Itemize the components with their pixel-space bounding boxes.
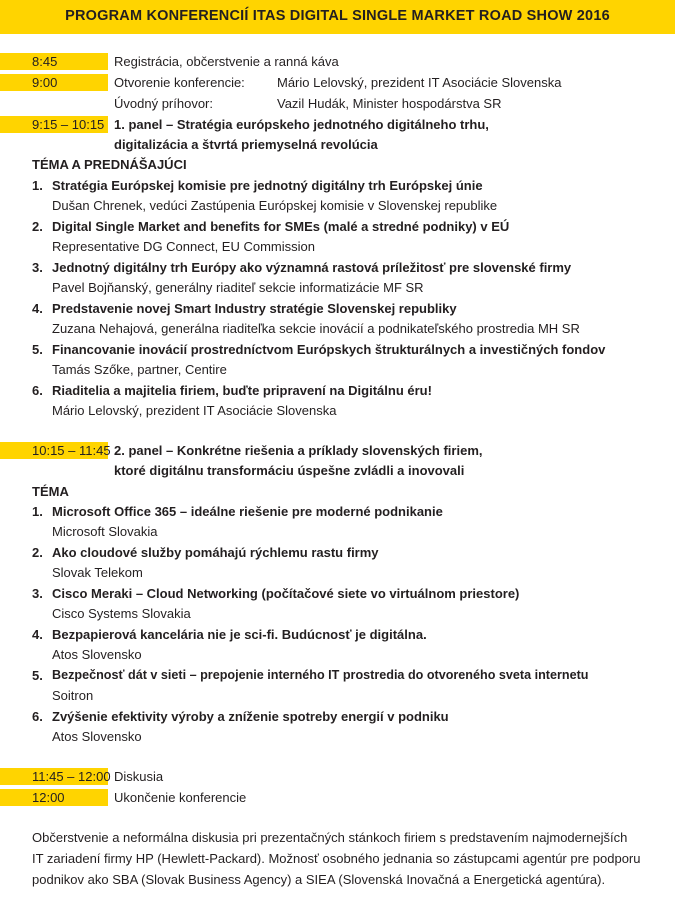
topic-speaker: Representative DG Connect, EU Commission xyxy=(52,239,315,254)
topic-speaker: Slovak Telekom xyxy=(52,565,143,580)
topic-title: Bezpečnosť dát v sieti – prepojenie interného IT prostredia do otvoreného sveta internetu xyxy=(52,668,589,682)
page-title: PROGRAM KONFERENCIÍ ITAS DIGITAL SINGLE MARKET ROAD SHOW 2016 xyxy=(65,8,610,24)
topic-speaker: Pavel Bojňanský, generálny riaditeľ sekcie informatizácie MF SR xyxy=(52,280,424,295)
schedule-time: 10:15 – 11:45 xyxy=(32,443,111,458)
item-number: 5. xyxy=(32,342,43,357)
opening-label: Otvorenie konferencie: xyxy=(114,75,245,90)
topic-title: Jednotný digitálny trh Európy ako významná rastová príležitosť pre slovenské firmy xyxy=(52,260,572,275)
topic-speaker: Zuzana Nehajová, generálna riaditeľka sekcie inovácií a podnikateľského prostredia MH SR xyxy=(52,321,580,336)
topic-speaker: Dušan Chrenek, vedúci Zastúpenia Európskej komisie v Slovenskej republike xyxy=(52,198,498,213)
welcome-label: Úvodný príhovor: xyxy=(114,96,213,111)
schedule-time: 11:45 – 12:00 xyxy=(32,769,111,784)
panel2-heading: TÉMA xyxy=(32,484,69,499)
topic-speaker: Soitron xyxy=(52,688,94,703)
item-number: 3. xyxy=(32,586,43,601)
item-number: 2. xyxy=(32,219,43,234)
panel2-title: 2. panel – Konkrétne riešenia a príklady slovenských firiem, xyxy=(114,443,483,458)
topic-title: Riaditelia a majitelia firiem, buďte pripravení na Digitálnu éru! xyxy=(52,383,432,398)
topic-title: Financovanie inovácií prostredníctvom Európskych štrukturálnych a investičných fondov xyxy=(52,342,606,357)
panel1-title-cont: digitalizácia a štvrtá priemyselná revolúcia xyxy=(114,137,378,152)
topic-title: Predstavenie novej Smart Industry stratégie Slovenskej republiky xyxy=(52,301,457,316)
item-number: 1. xyxy=(32,504,43,519)
schedule-item: Diskusia xyxy=(114,769,164,784)
item-number: 5. xyxy=(32,668,43,683)
item-number: 6. xyxy=(32,709,43,724)
panel1-title: 1. panel – Stratégia európskeho jednotného digitálneho trhu, xyxy=(114,117,489,132)
topic-title: Microsoft Office 365 – ideálne riešenie pre moderné podnikanie xyxy=(52,504,443,519)
schedule-time: 8:45 xyxy=(32,54,58,69)
schedule-time: 9:00 xyxy=(32,75,58,90)
item-number: 4. xyxy=(32,627,43,642)
schedule-time: 12:00 xyxy=(32,790,65,805)
item-number: 2. xyxy=(32,545,43,560)
panel2-title-cont: ktoré digitálnu transformáciu úspešne zvládli a inovovali xyxy=(114,463,465,478)
schedule-time: 9:15 – 10:15 xyxy=(32,117,105,132)
topic-title: Stratégia Európskej komisie pre jednotný digitálny trh Európskej únie xyxy=(52,178,483,193)
topic-speaker: Cisco Systems Slovakia xyxy=(52,606,191,621)
item-number: 4. xyxy=(32,301,43,316)
panel1-heading: TÉMA A PREDNÁŠAJÚCI xyxy=(32,157,187,172)
topic-speaker: Tamás Szőke, partner, Centire xyxy=(52,362,227,377)
opening-speaker: Mário Lelovský, prezident IT Asociácie Slovenska xyxy=(277,75,562,90)
topic-speaker: Mário Lelovský, prezident IT Asociácie Slovenska xyxy=(52,403,337,418)
topic-title: Zvýšenie efektivity výroby a zníženie spotreby energií v podniku xyxy=(52,709,449,724)
topic-title: Digital Single Market and benefits for SMEs (malé a stredné podniky) v EÚ xyxy=(52,219,510,234)
topic-title: Cisco Meraki – Cloud Networking (počítačové siete vo virtuálnom priestore) xyxy=(52,586,520,601)
topic-speaker: Atos Slovensko xyxy=(52,647,142,662)
item-number: 1. xyxy=(32,178,43,193)
footer-note: Občerstvenie a neformálna diskusia pri prezentačných stánkoch firiem s predstavením najmodernejších IT zariadení firmy HP (Hewlett-Packard). Možnosť osobného jednania so zástupcami agentúr pre podporu podnikov ako SBA (Slovak Business Agency) a SIEA (Slovenská Inovačná a Energetická agentúra). xyxy=(32,830,641,887)
welcome-speaker: Vazil Hudák, Minister hospodárstva SR xyxy=(277,96,502,111)
title-banner xyxy=(0,0,675,34)
topic-speaker: Atos Slovensko xyxy=(52,729,142,744)
topic-speaker: Microsoft Slovakia xyxy=(52,524,158,539)
topic-title: Ako cloudové služby pomáhajú rýchlemu rastu firmy xyxy=(52,545,379,560)
schedule-item: Registrácia, občerstvenie a ranná káva xyxy=(114,54,339,69)
topic-title: Bezpapierová kancelária nie je sci-fi. Budúcnosť je digitálna. xyxy=(52,627,427,642)
item-number: 6. xyxy=(32,383,43,398)
schedule-item: Ukončenie konferencie xyxy=(114,790,247,805)
item-number: 3. xyxy=(32,260,43,275)
